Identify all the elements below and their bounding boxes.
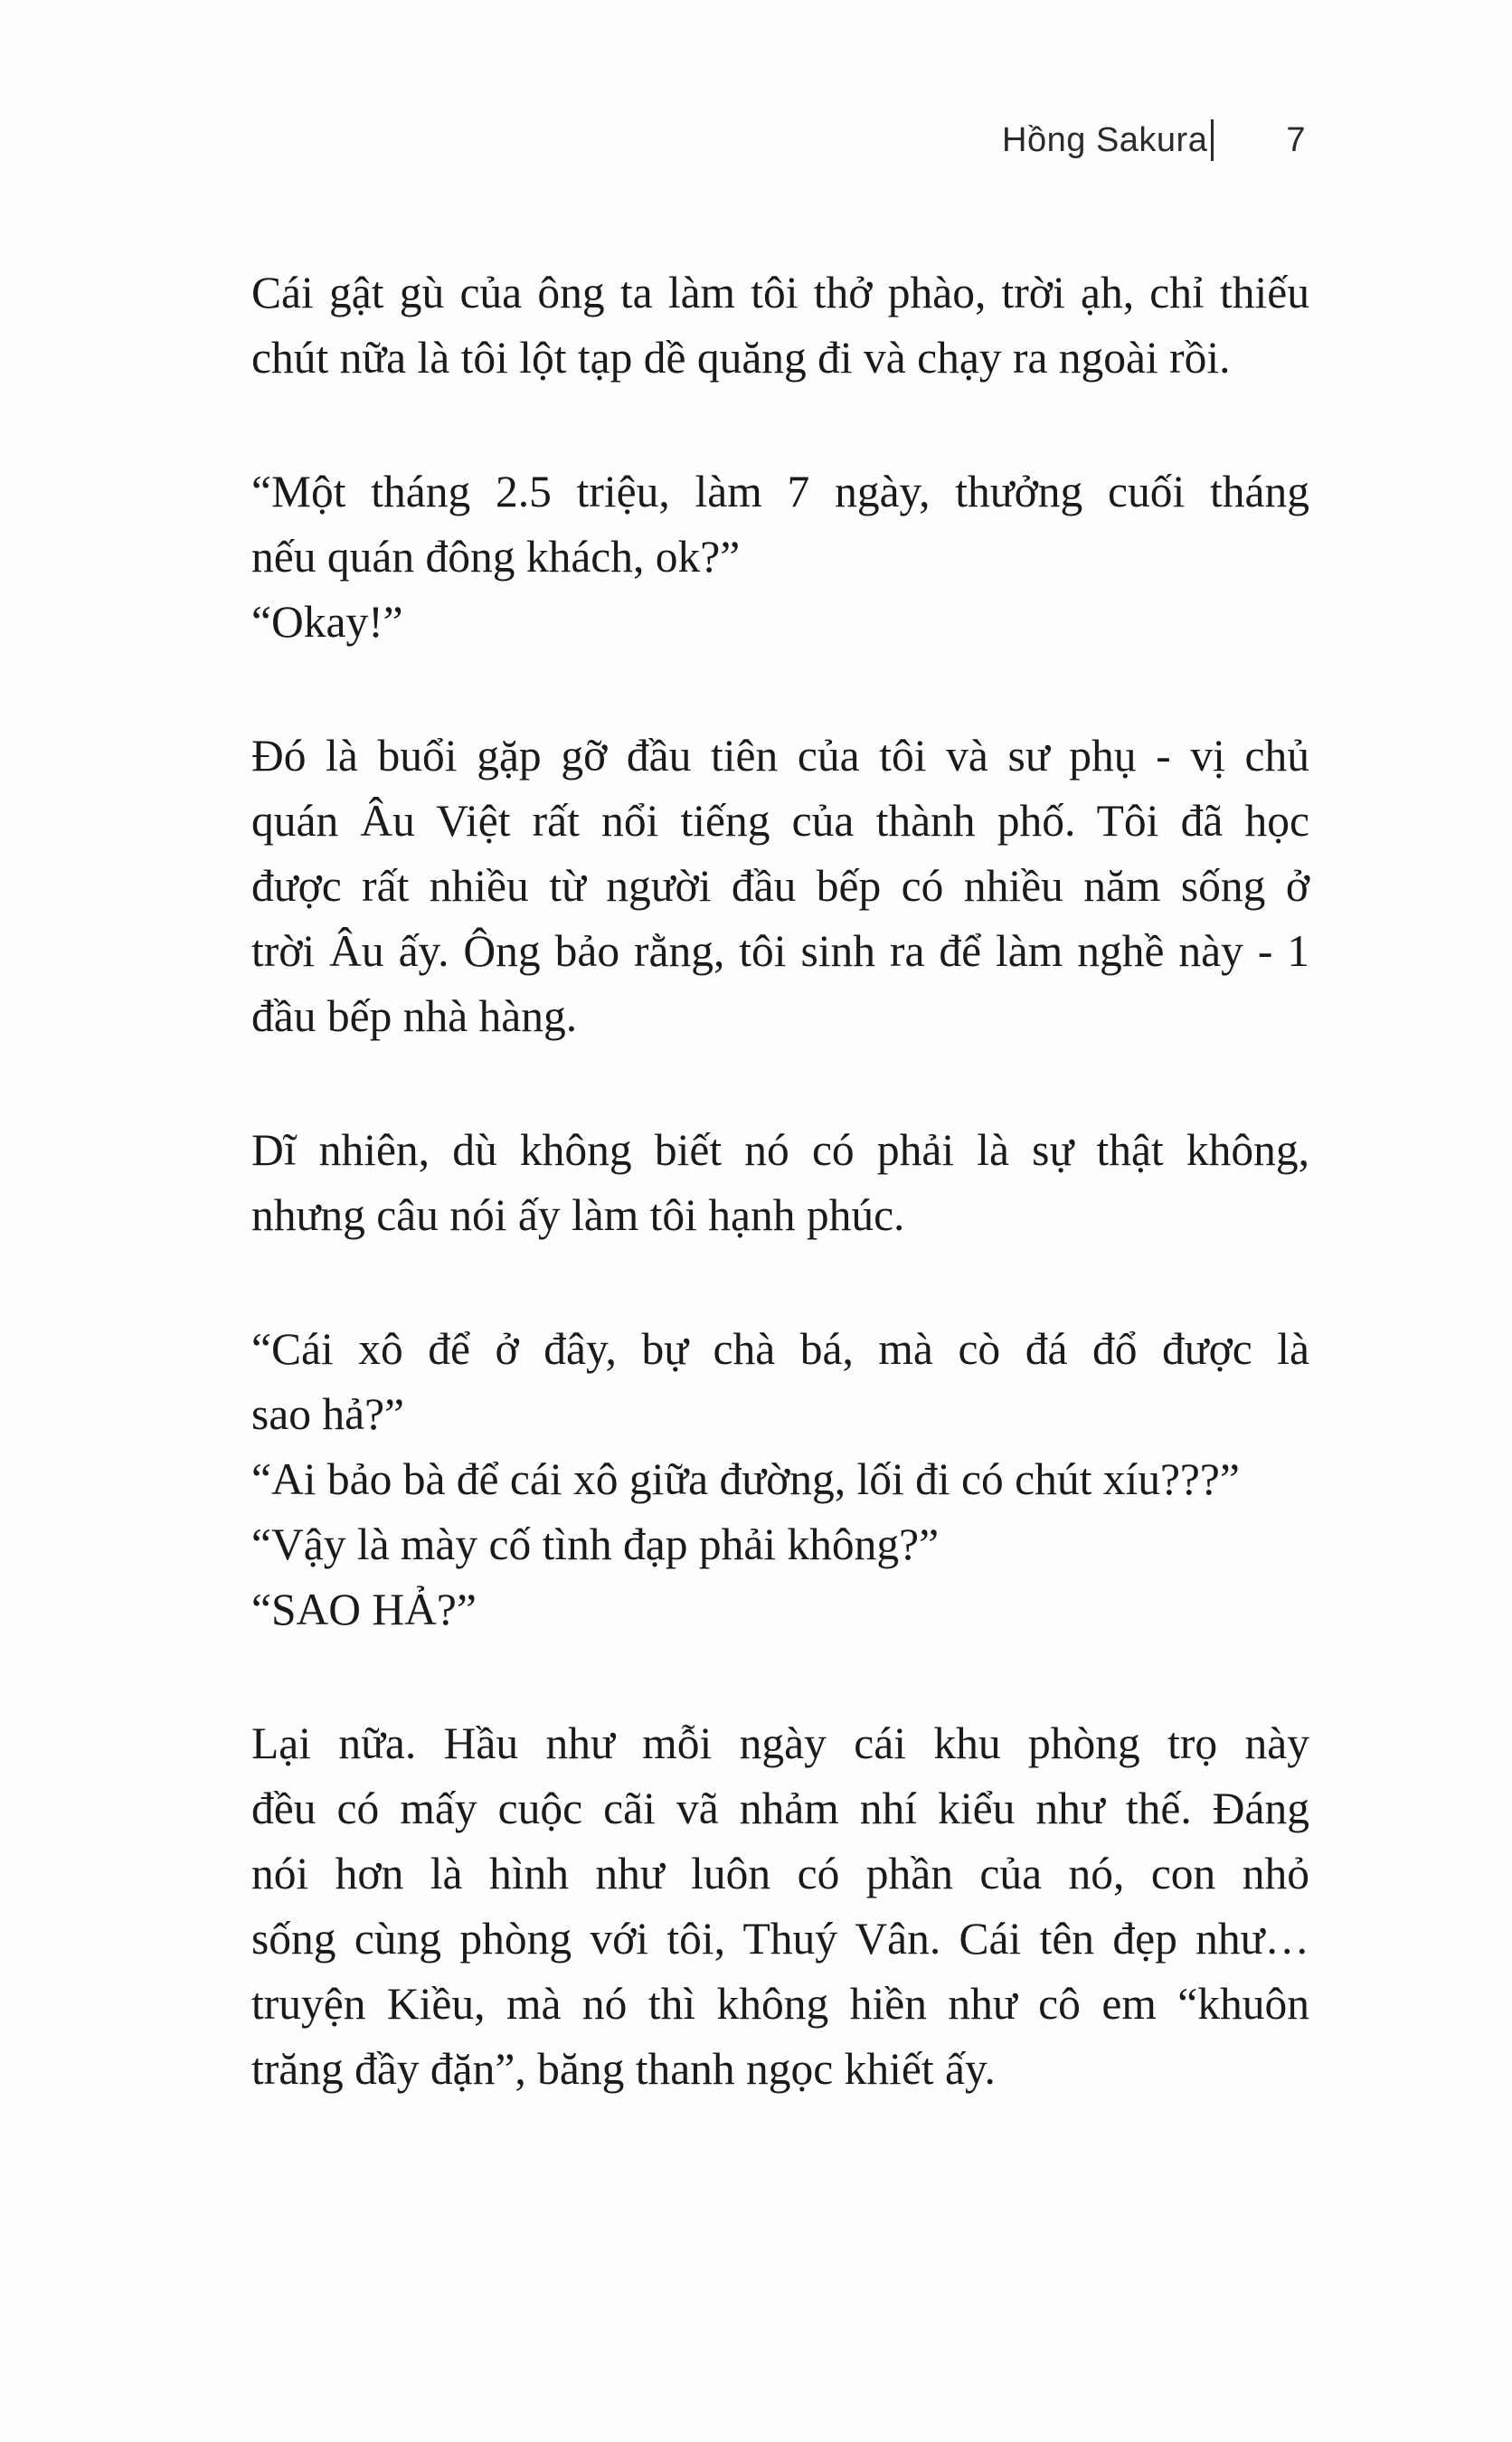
- paragraph-3: [251, 724, 1309, 1049]
- text-line: trời Âu ấy. Ông bảo rằng, tôi sinh ra để làm nghề này - 1: [251, 926, 1309, 976]
- header-separator: [1211, 119, 1214, 161]
- text-line: sao hả?”: [251, 1389, 405, 1439]
- text-line: Đó là buổi gặp gỡ đầu tiên của tôi và sư phụ - vị chủ: [251, 731, 1309, 781]
- text-line: nhưng câu nói ấy làm tôi hạnh phúc.: [251, 1190, 905, 1240]
- text-line: quán Âu Việt rất nổi tiếng của thành phố. Tôi đã học: [251, 796, 1309, 846]
- text-line: “SAO HẢ?”: [251, 1585, 477, 1634]
- page-number: 7: [1286, 120, 1306, 159]
- paragraph-2: [251, 459, 1309, 655]
- text-line: nếu quán đông khách, ok?”: [251, 532, 741, 582]
- text-line: Dĩ nhiên, dù không biết nó có phải là sự thật không,: [251, 1125, 1309, 1175]
- text-line: “Vậy là mày cố tình đạp phải không?”: [251, 1519, 940, 1569]
- text-line: “Okay!”: [251, 597, 403, 647]
- text-line: được rất nhiều từ người đầu bếp có nhiều năm sống ở: [251, 861, 1309, 911]
- text-line: Lại nữa. Hầu như mỗi ngày cái khu phòng trọ này: [251, 1718, 1309, 1768]
- text-line: “Cái xô để ở đây, bự chà bá, mà cò đá đổ được là: [251, 1324, 1309, 1374]
- body-text: [251, 260, 1309, 2102]
- text-line: đều có mấy cuộc cãi vã nhảm nhí kiểu như thế. Đáng: [251, 1784, 1309, 1833]
- text-line: đầu bếp nhà hàng.: [251, 991, 578, 1041]
- book-title: Hồng Sakura: [1002, 120, 1208, 159]
- text-line: trăng đầy đặn”, băng thanh ngọc khiết ấy.: [251, 2044, 996, 2094]
- text-line: “Một tháng 2.5 triệu, làm 7 ngày, thưởng cuối tháng: [251, 467, 1309, 516]
- paragraph-5: [251, 1317, 1309, 1642]
- text-line: sống cùng phòng với tôi, Thuý Vân. Cái tên đẹp như…: [251, 1914, 1309, 1964]
- text-line: truyện Kiều, mà nó thì không hiền như cô em “khuôn: [251, 1979, 1309, 2029]
- text-line: chút nữa là tôi lột tạp dề quăng đi và chạy ra ngoài rồi.: [251, 333, 1231, 383]
- text-line: Cái gật gù của ông ta làm tôi thở phào, trời ạh, chỉ thiếu: [251, 268, 1309, 317]
- text-line: “Ai bảo bà để cái xô giữa đường, lối đi có chút xíu???”: [251, 1454, 1240, 1504]
- running-header: [1002, 119, 1306, 161]
- paragraph-4: [251, 1118, 1309, 1248]
- text-line: nói hơn là hình như luôn có phần của nó, con nhỏ: [251, 1849, 1309, 1898]
- paragraph-1: [251, 260, 1309, 391]
- paragraph-6: [251, 1711, 1309, 2102]
